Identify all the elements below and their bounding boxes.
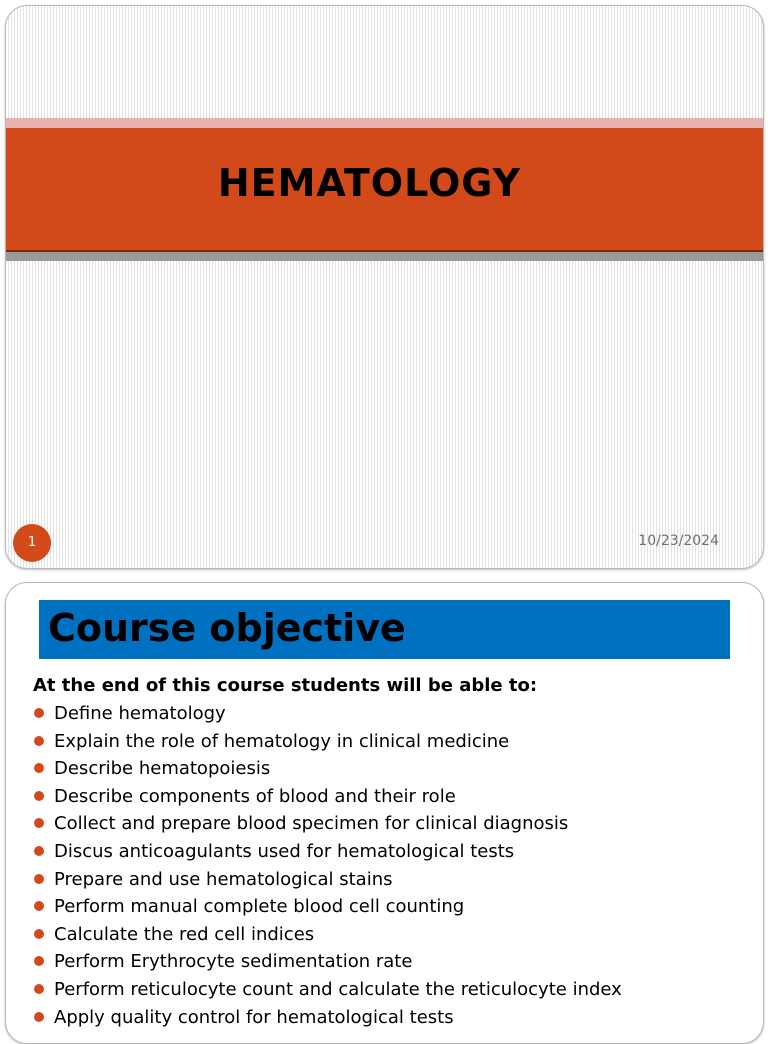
intro-text: At the end of this course students will be able to: xyxy=(33,675,538,696)
objective-text: Define hematology xyxy=(54,703,226,724)
bullet-icon xyxy=(34,1012,44,1022)
objective-text: Collect and prepare blood specimen for clinical diagnosis xyxy=(54,813,569,835)
bullet-icon xyxy=(34,929,44,939)
list-item xyxy=(33,868,622,896)
bullet-icon xyxy=(34,818,44,828)
title-slide xyxy=(5,5,764,569)
list-item xyxy=(33,702,622,730)
list-item xyxy=(33,923,622,951)
objective-text: Prepare and use hematological stains xyxy=(54,868,393,890)
objectives-slide xyxy=(5,582,764,1044)
slide-date: 10/23/2024 xyxy=(638,533,719,549)
bullet-icon xyxy=(34,984,44,994)
bullet-icon xyxy=(34,708,44,718)
slide-title: HEMATOLOGY xyxy=(217,161,522,205)
bullet-icon xyxy=(34,791,44,801)
slide-number-badge: 1 xyxy=(13,524,51,562)
bullet-icon xyxy=(34,763,44,773)
bullet-icon xyxy=(34,901,44,911)
objective-text: Describe hematopoiesis xyxy=(54,758,271,780)
list-item xyxy=(33,757,622,785)
objective-text: Perform Erythrocyte sedimentation rate xyxy=(54,951,413,973)
list-item xyxy=(33,812,622,840)
objectives-list xyxy=(33,702,622,1033)
list-item xyxy=(33,785,622,813)
title-band-top-stripe xyxy=(6,118,763,128)
list-item xyxy=(33,895,622,923)
objective-text: Discus anticoagulants used for hematological tests xyxy=(54,840,515,862)
objective-text: Calculate the red cell indices xyxy=(54,923,315,945)
list-item xyxy=(33,1006,622,1034)
bullet-icon xyxy=(34,874,44,884)
objective-text: Perform manual complete blood cell counting xyxy=(54,896,465,918)
bullet-icon xyxy=(34,956,44,966)
objective-text: Perform reticulocyte count and calculate the reticulocyte index xyxy=(54,978,622,1000)
list-item xyxy=(33,978,622,1006)
section-title: Course objective xyxy=(48,606,406,650)
list-item xyxy=(33,840,622,868)
bullet-icon xyxy=(34,846,44,856)
objective-text: Describe components of blood and their role xyxy=(54,785,456,807)
list-item xyxy=(33,730,622,758)
objective-text: Apply quality control for hematological tests xyxy=(54,1006,454,1028)
objective-text: Explain the role of hematology in clinical medicine xyxy=(54,730,510,752)
bullet-icon xyxy=(34,736,44,746)
list-item xyxy=(33,950,622,978)
title-band-shadow xyxy=(6,252,763,261)
section-header xyxy=(39,600,730,659)
